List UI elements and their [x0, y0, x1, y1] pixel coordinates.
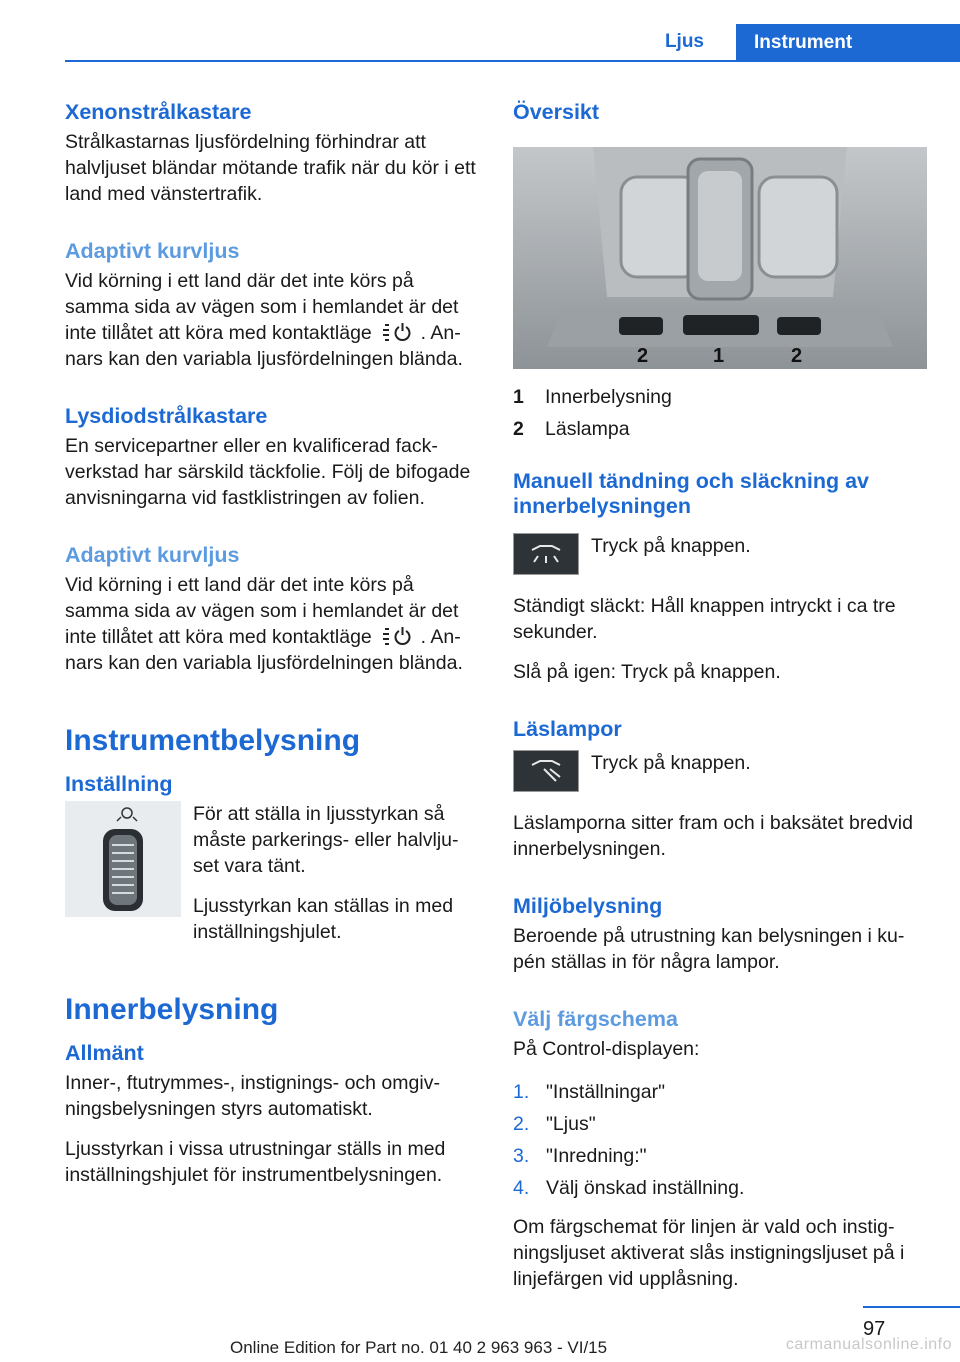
roof-console-photo: [513, 147, 927, 369]
adaptive-text-1: Vid körning i ett land där det inte körs på samma sida av vägen som i hemlandet är det inte tillåtet att köra med kontaktläge . Annars kan den variabla ljusfördelningen blända.: [65, 270, 463, 370]
watermark: carmanualsonline.info: [785, 1336, 952, 1353]
color-scheme-heading: Välj färgschema: [513, 1007, 678, 1031]
general-heading: Allmänt: [65, 1041, 144, 1065]
xenon-text: Strålkastarnas ljusfördelning förhindrar att halvljuset bländar mötande trafik när du kör i ett land med vänstertrafik.: [65, 131, 476, 205]
photo-label-right: 2: [791, 345, 803, 367]
right-column: [513, 100, 927, 1306]
color-text: Om färgschemat för linjen är vald och instigningsljuset aktiverat slås instigningsljuset på i linjefärgen vid upplåsning.: [513, 1216, 905, 1290]
manual-button-text: Tryck på knappen.: [591, 535, 751, 557]
page-header: [0, 0, 960, 62]
color-intro: På Control-displayen:: [513, 1038, 700, 1060]
manual-button-row: [513, 533, 927, 575]
led-heading: Lysdiodstrålkastare: [65, 404, 268, 428]
interior-light-button-image: [513, 533, 579, 575]
thumbwheel-image: [65, 801, 181, 917]
ambient-text: Beroende på utrustning kan belysningen i kupén ställas in för några lampor.: [513, 925, 905, 973]
header-rule: [65, 60, 960, 62]
photo-legend: [513, 381, 927, 445]
adaptive-heading-1: Adaptivt kurvljus: [65, 239, 240, 263]
general-text-1: Inner-, ftutrymmes-, instignings- och omgivningsbelysningen styrs automatiskt.: [65, 1072, 440, 1120]
color-steps-list: [513, 1076, 927, 1204]
photo-label-center: 1: [713, 345, 725, 367]
setting-text-2: Ljusstyrkan kan ställas in med inställningshjulet.: [193, 895, 454, 943]
thumbwheel-icon: [65, 801, 181, 917]
reading-lamps-heading: Läslampor: [513, 717, 622, 741]
list-item: 2. "Ljus": [513, 1113, 596, 1135]
led-text: En servicepartner eller en kvalificerad fackverkstad har särskild täckfolie. Följ de bifogade anvisningarna vid fastklistringen av folien.: [65, 435, 471, 509]
ignition-icon: [377, 625, 415, 647]
left-column: [65, 100, 477, 1202]
footer-rule: [863, 1306, 960, 1308]
interior-lighting-heading: Innerbelysning: [65, 993, 279, 1026]
general-text-2: Ljusstyrkan i vissa utrustningar ställs in med inställningshjulet för instrumentbelysningen.: [65, 1138, 446, 1186]
overview-heading: Översikt: [513, 100, 600, 124]
setting-figure-row: [65, 801, 477, 959]
manual-text-2: Slå på igen: Tryck på knappen.: [513, 661, 781, 683]
reading-light-icon: [514, 751, 578, 791]
reading-button-text: Tryck på knappen.: [591, 752, 751, 774]
reading-light-button-image: [513, 750, 579, 792]
xenon-heading: Xenonstrålkastare: [65, 100, 252, 124]
setting-heading: Inställning: [65, 772, 173, 796]
legend-item: 1 Innerbelysning: [513, 386, 672, 408]
adaptive-heading-2: Adaptivt kurvljus: [65, 543, 240, 567]
adaptive-text-2: Vid körning i ett land där det inte körs på samma sida av vägen som i hemlandet är det inte tillåtet att köra med kontaktläge . Annars kan den variabla ljusfördelningen blända.: [65, 574, 463, 674]
chapter-tab[interactable]: Instrument: [736, 24, 960, 62]
edition-note: Online Edition for Part no. 01 40 2 963 963 - VI/15: [230, 1338, 608, 1357]
setting-text-1: För att ställa in ljusstyrkan så måste parkerings- eller halvljuset vara tänt.: [193, 803, 459, 877]
list-item: 1. "Inställningar": [513, 1081, 665, 1103]
roof-console-illustration: [513, 147, 927, 369]
page-number: 97: [863, 1318, 886, 1340]
manual-heading: Manuell tändning och släckning av innerbelysningen: [513, 469, 869, 518]
ignition-icon: [377, 321, 415, 343]
list-item: 3. "Inredning:": [513, 1145, 647, 1167]
photo-label-left: 2: [637, 345, 649, 367]
legend-item: 2 Läslampa: [513, 418, 630, 440]
reading-button-row: [513, 750, 927, 792]
interior-light-icon: [514, 534, 578, 574]
section-tab[interactable]: Ljus: [664, 31, 704, 52]
manual-text-1: Ständigt släckt: Håll knappen intryckt i ca tre sekunder.: [513, 595, 896, 643]
instrument-lighting-heading: Instrumentbelysning: [65, 724, 361, 757]
list-item: 4. Välj önskad inställning.: [513, 1177, 745, 1199]
reading-text: Läslamporna sitter fram och i baksätet bredvid innerbelysningen.: [513, 812, 913, 860]
ambient-heading: Miljöbelysning: [513, 894, 663, 918]
